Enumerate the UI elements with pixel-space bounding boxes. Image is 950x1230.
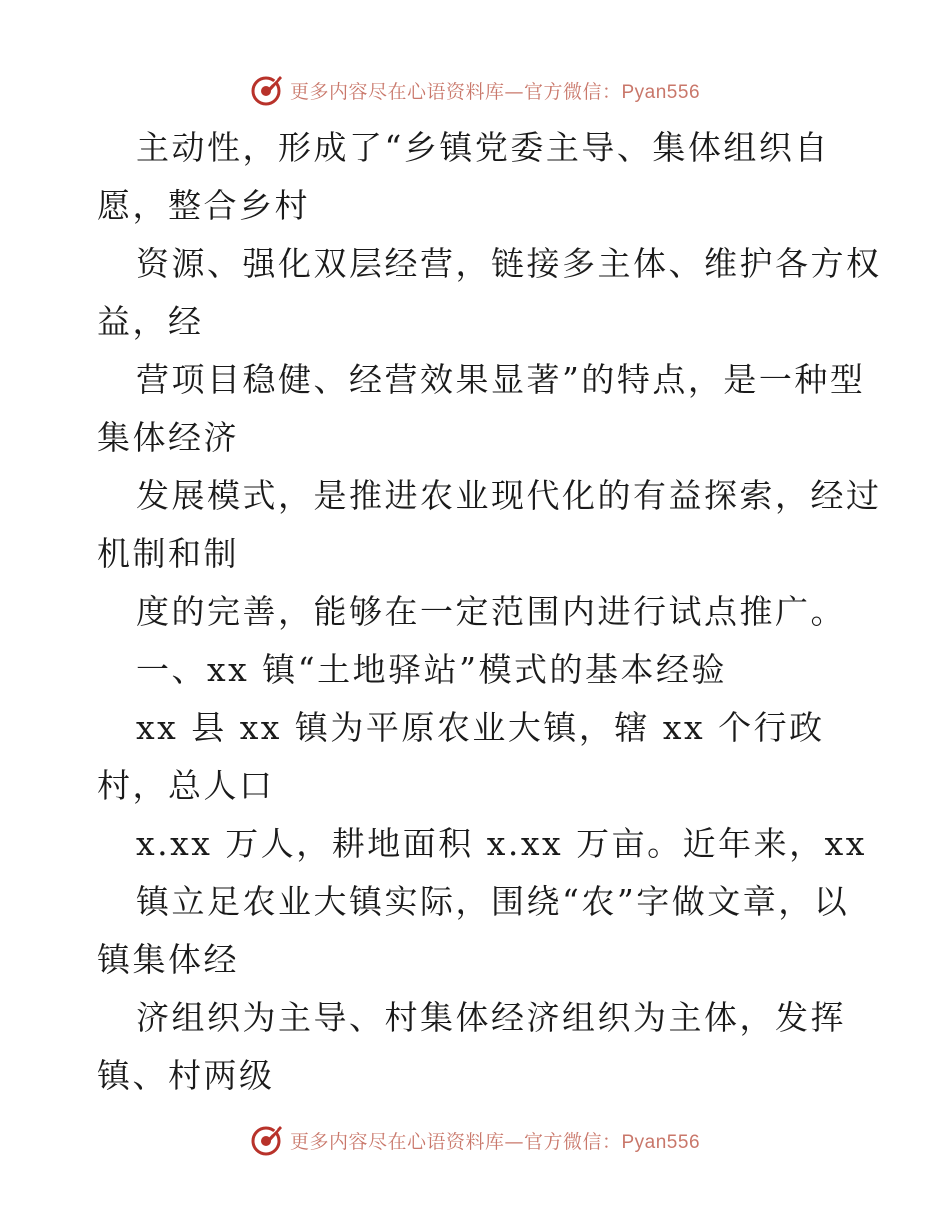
- wechat-id: Pyan556: [621, 81, 701, 103]
- text-line: 济组织为主导、村集体经济组织为主体，发挥: [136, 998, 846, 1037]
- text-line: 集体经济: [97, 418, 239, 457]
- text-line: 镇立足农业大镇实际，围绕“农”字做文章，以: [136, 882, 850, 921]
- text-line: 度的完善，能够在一定范围内进行试点推广。: [136, 592, 846, 631]
- text-line: 镇集体经: [97, 940, 239, 979]
- text-line: 主动性，形成了“乡镇党委主导、集体组织自: [136, 128, 830, 167]
- text-line: 镇、村两级: [97, 1056, 275, 1095]
- text-line: 益，经: [97, 302, 204, 341]
- quill-logo-icon: [250, 73, 284, 107]
- quill-logo-icon: [250, 1123, 284, 1157]
- text-line: 机制和制: [97, 534, 239, 573]
- banner-text: 更多内容尽在心语资料库—官方微信：Pyan556: [289, 80, 701, 103]
- text-line: 资源、强化双层经营，链接多主体、维护各方权: [136, 244, 882, 283]
- wechat-id: Pyan556: [621, 1131, 701, 1153]
- text-line: x.xx 万人，耕地面积 x.xx 万亩。近年来，xx: [136, 824, 867, 863]
- banner-text: 更多内容尽在心语资料库—官方微信：Pyan556: [289, 1130, 701, 1153]
- text-line: 愿，整合乡村: [97, 186, 310, 225]
- header-watermark-banner: [0, 70, 950, 110]
- text-line: 发展模式，是推进农业现代化的有益探索，经过: [136, 476, 882, 515]
- text-line: 营项目稳健、经营效果显著”的特点，是一种型: [136, 360, 866, 399]
- text-line: xx 县 xx 镇为平原农业大镇，辖 xx 个行政: [136, 708, 825, 747]
- section-heading: 一、xx 镇“土地驿站”模式的基本经验: [136, 650, 727, 689]
- text-line: 村，总人口: [97, 766, 275, 805]
- footer-watermark-banner: [0, 1120, 950, 1160]
